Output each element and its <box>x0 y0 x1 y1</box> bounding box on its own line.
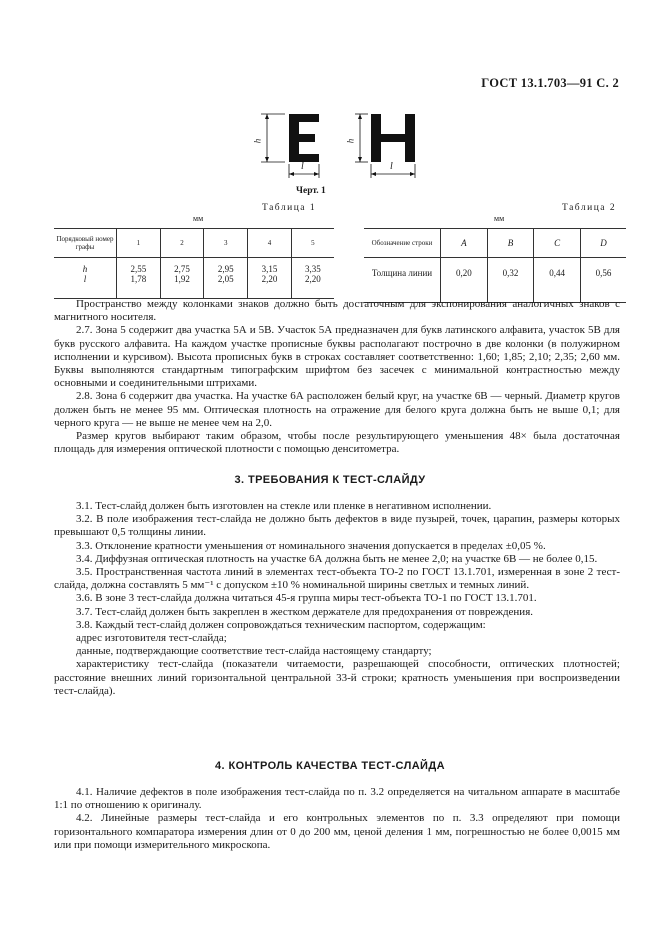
page-header: ГОСТ 13.1.703—91 С. 2 <box>481 76 619 90</box>
paragraph: 4.1. Наличие дефектов в поле изображения тест-слайда по п. 3.2 определяется на читальном аппарате в масштабе 1:1 по отношению к оригиналу. <box>54 786 620 812</box>
table1-row-labels: h l <box>82 264 88 284</box>
dim-h-label-h: h <box>345 138 356 144</box>
section4-title: 4. КОНТРОЛЬ КАЧЕСТВА ТЕСТ-СЛАЙДА <box>215 760 445 772</box>
table1-head-label: Порядковый номер графы <box>54 229 117 258</box>
table1 <box>54 228 334 299</box>
paragraph: 3.3. Отклонение кратности уменьшения от номинального значения допускается в пределах ±0,05 %. <box>76 539 546 552</box>
table2 <box>364 228 626 303</box>
table1-cell: 2,95 2,05 <box>204 258 248 299</box>
list-item: данные, подтверждающие соответствие тест-слайда настоящему стандарту; <box>76 645 432 658</box>
table1-col: 5 <box>291 229 334 258</box>
table1-cell: 3,35 2,20 <box>291 258 334 299</box>
paragraph: 2.7. Зона 5 содержит два участка 5А и 5В. Участок 5А предназначен для букв латинского алфавита, участок 5В для букв русского алфавита. На каждом участке прописные буквы располагают построчно в две колонки (в полужирном исполнении и курсивом). Высота прописных букв в строках составляет соответственно: 1,60; 1,85; 2,10; 2,35; 2,60 мм. Буквы выполняются стандартным типографским шрифтом без засечек с минимальной контрастностью между основными и соединительными штрихами. <box>54 324 620 390</box>
table2-cell: 0,20 <box>441 258 488 303</box>
table1-col: 2 <box>160 229 204 258</box>
table2-unit: мм <box>494 214 505 223</box>
table2-cell: 0,32 <box>487 258 534 303</box>
paragraph: 3.8. Каждый тест-слайд должен сопровождаться техническим паспортом, содержащим: <box>76 618 486 631</box>
paragraph: 4.2. Линейные размеры тест-слайда и его контрольных элементов по п. 3.3 определяют при помощи горизонтального компаратора измерения длин от 0 до 200 мм, ценой деления 1 мм, погрешностью не более 0,0015 мм или при помощи измерительного микроскопа. <box>54 812 620 851</box>
table1-col: 3 <box>204 229 248 258</box>
table1-col: 1 <box>117 229 161 258</box>
table2-caption: Таблица 2 <box>562 203 617 213</box>
dim-l-label-h: l <box>390 161 393 172</box>
section4-body <box>54 786 620 852</box>
paragraph: 3.2. В поле изображения тест-слайда не должно быть дефектов в виде пузырей, точек, царапин, размеры которых превышают 0,5 толщины линии. <box>54 513 620 539</box>
paragraph: 3.6. В зоне 3 тест-слайда должна читаться 45-я группа миры тест-объекта ТО-1 по ГОСТ 13.1.701. <box>76 592 537 605</box>
letters-drawing <box>255 108 425 183</box>
table2-col: A <box>441 229 488 258</box>
list-item: характеристику тест-слайда (показатели читаемости, разрешающей способности, оптических плотностей; расстояние внешних линий горизонтальной центральной 33-й строки; кратность уменьшения при воспроизведении тест-слайда). <box>54 658 620 697</box>
table2-col: D <box>580 229 626 258</box>
table2-head-label: Обозначение строки <box>364 229 441 258</box>
table1-caption: Таблица 1 <box>262 203 317 213</box>
paragraph: 3.1. Тест-слайд должен быть изготовлен на стекле или пленке в негативном исполнении. <box>76 500 492 512</box>
paragraph: 3.4. Диффузная оптическая плотность на участке 6А должна быть не менее 2,0; на участке 6В — не более 0,15. <box>76 552 598 565</box>
paragraph: 3.5. Пространственная частота линий в элементах тест-объекта ТО-2 по ГОСТ 13.1.701, измеренная в зоне 2 тест-слайда, должна составлять 5 мм⁻¹ с допуском ±10 % номинальной ширины светлых и темных линий. <box>54 566 620 592</box>
table2-col: B <box>487 229 534 258</box>
list-item: адрес изготовителя тест-слайда; <box>76 632 227 645</box>
table1-col: 4 <box>248 229 292 258</box>
table2-cell: 0,56 <box>580 258 626 303</box>
figure-caption: Черт. 1 <box>296 186 326 196</box>
table1-cell: 2,55 1,78 <box>117 258 161 299</box>
paragraph: Пространство между колонками знаков должно быть достаточным для экспонирования аналогичных знаков с магнитного носителя. <box>54 298 620 324</box>
paragraph: 2.8. Зона 6 содержит два участка. На участке 6А расположен белый круг, на участке 6В — черный. Диаметр кругов должен быть не менее 95 мм. Оптическая плотность на отражение для белого круга должна быть не выше 0,1; для черного круга — не выше не менее чем на 2,0. <box>54 390 620 429</box>
table1-cell: 3,15 2,20 <box>248 258 292 299</box>
section3-title: 3. ТРЕБОВАНИЯ К ТЕСТ-СЛАЙДУ <box>234 474 426 486</box>
dim-h-label-e: h <box>252 138 263 144</box>
paragraph: Размер кругов выбирают таким образом, чтобы после результирующего уменьшения 48× была достаточная площадь для измерения оптической плотности с помощью денситометра. <box>54 430 620 456</box>
table1-unit: мм <box>193 214 204 223</box>
dim-l-label-e: l <box>301 161 304 172</box>
section3-body <box>54 500 620 698</box>
body-text-top <box>54 298 620 456</box>
paragraph: 3.7. Тест-слайд должен быть закреплен в жестком держателе для предохранения от повреждения. <box>76 605 534 618</box>
table2-col: C <box>534 229 581 258</box>
figure-letters <box>252 108 425 183</box>
table2-cell: 0,44 <box>534 258 581 303</box>
table2-row-label: Толщина линии <box>371 268 433 278</box>
table1-cell: 2,75 1,92 <box>160 258 204 299</box>
